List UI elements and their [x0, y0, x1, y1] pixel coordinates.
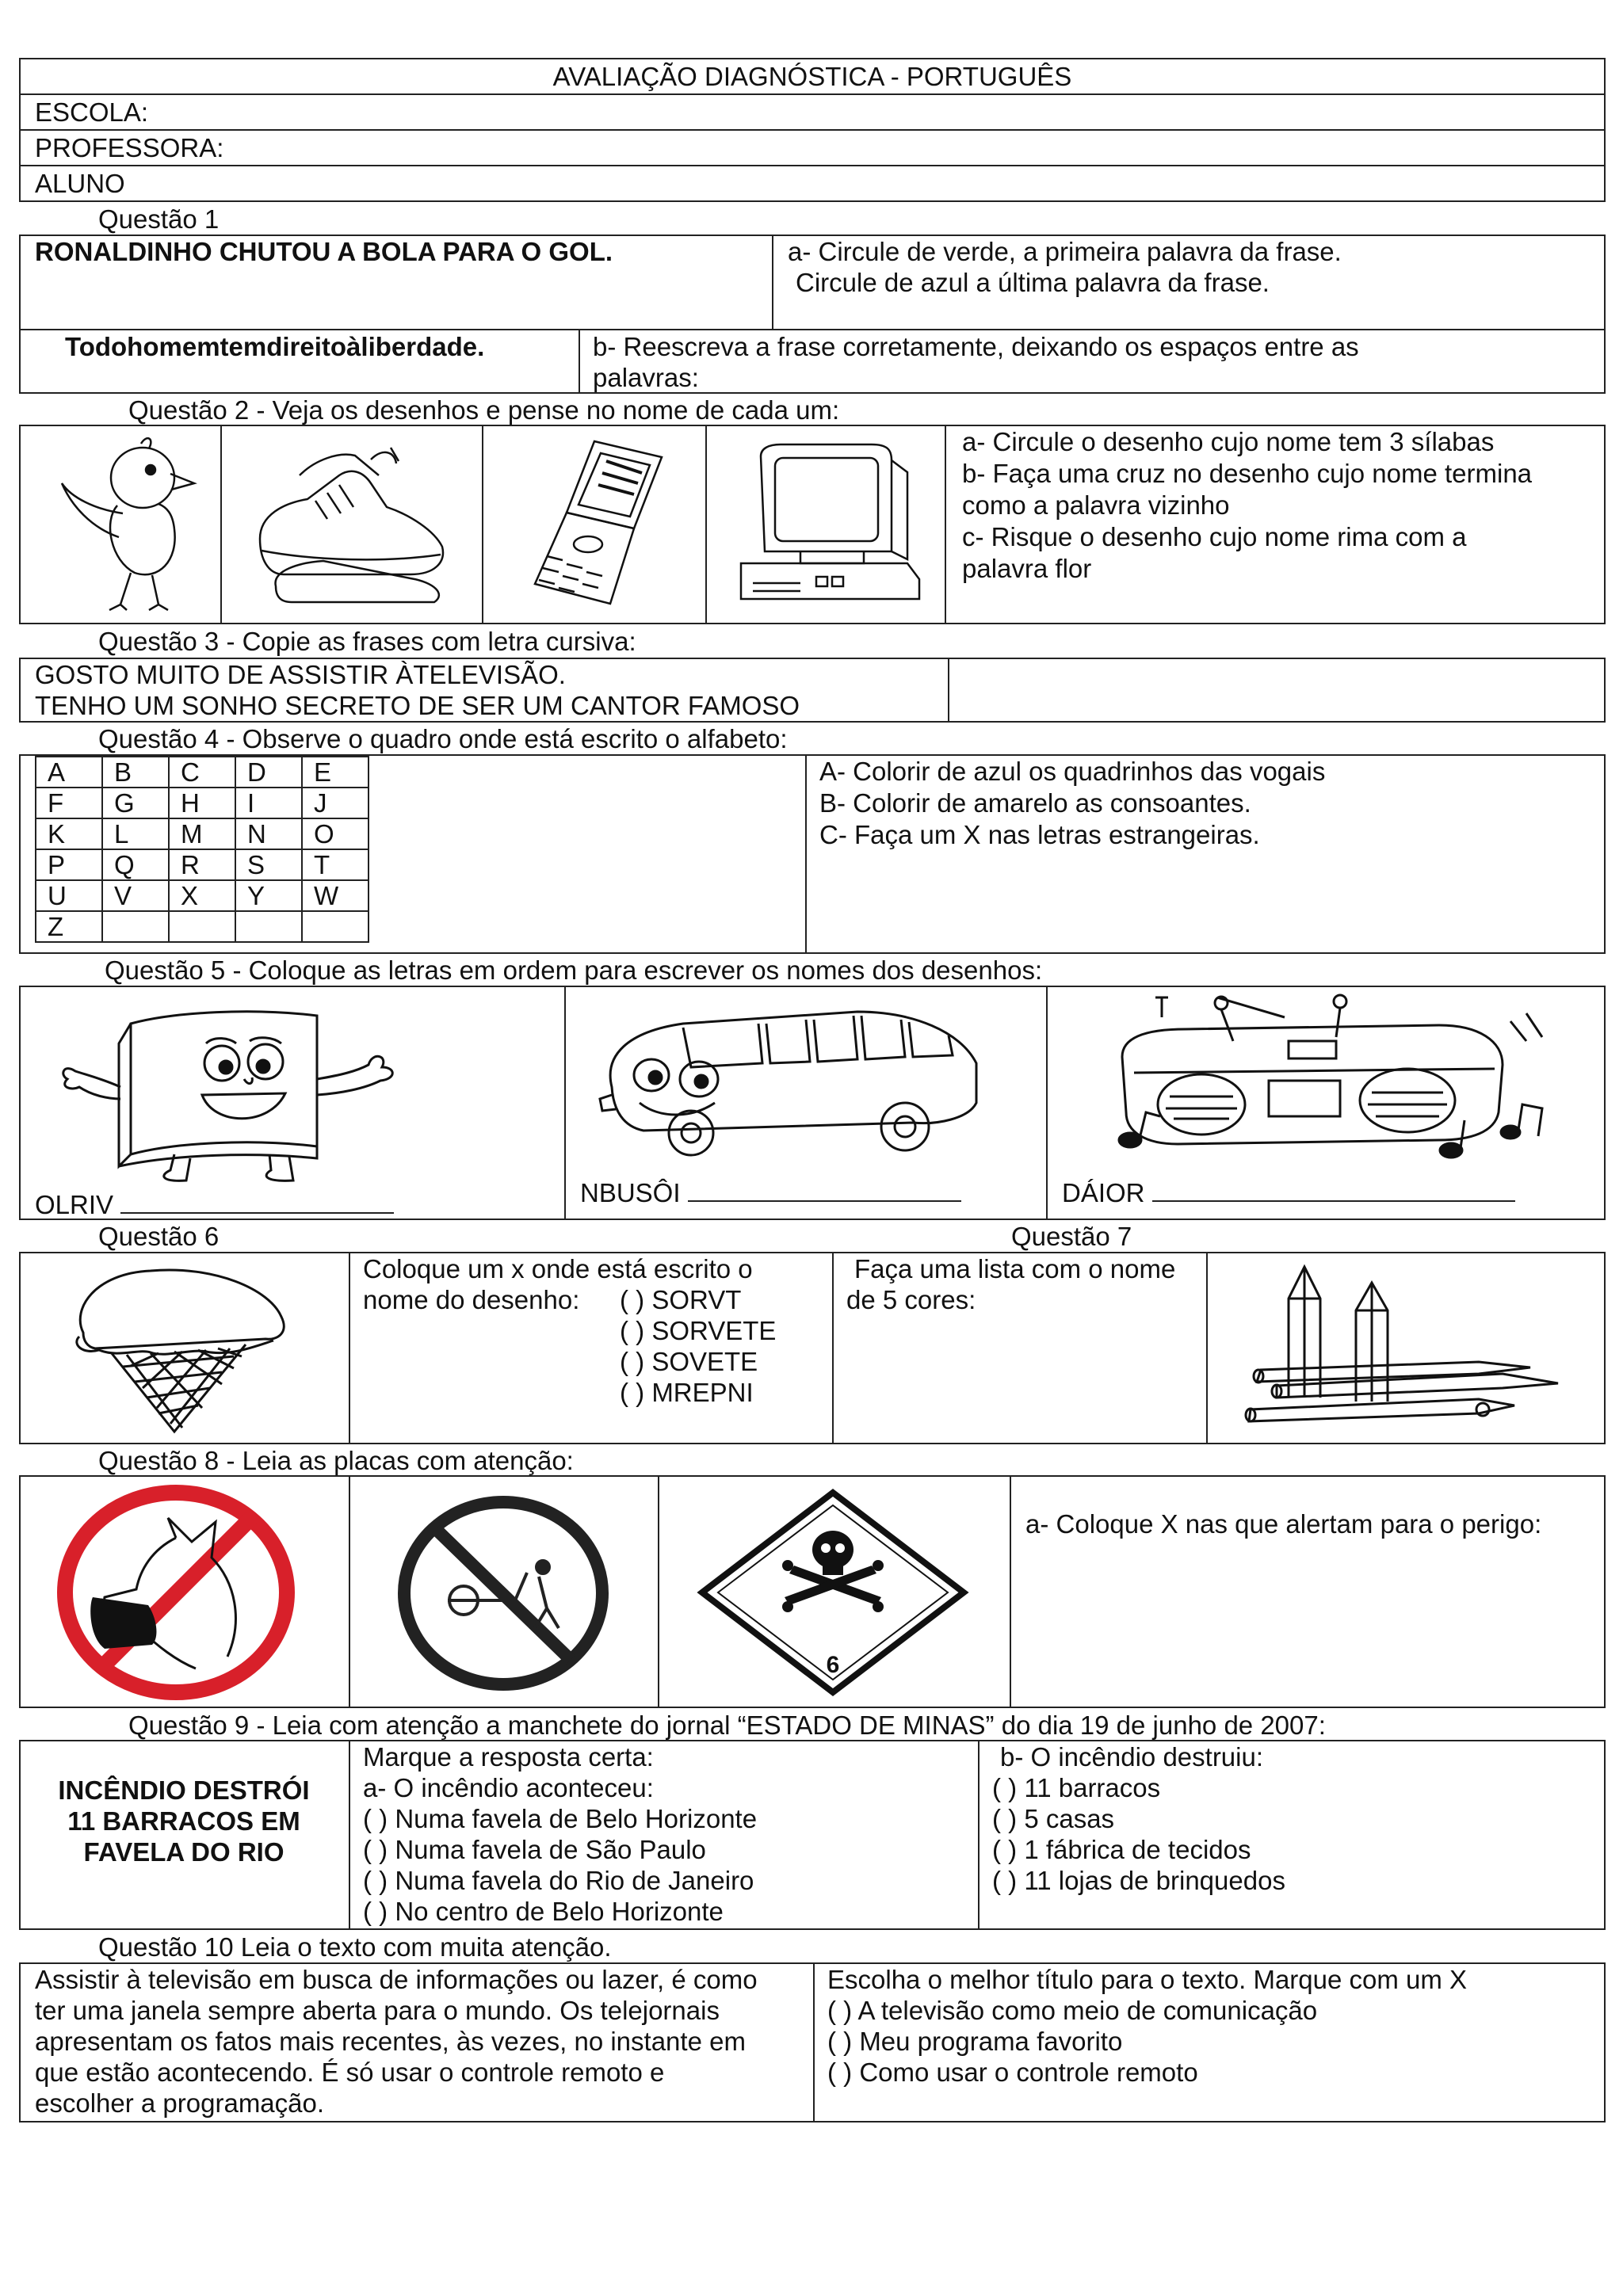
alphabet-row	[36, 911, 369, 942]
no-cart-sign	[388, 1489, 618, 1697]
q2-instr-3: como a palavra vizinho	[962, 490, 1230, 520]
alphabet-cell[interactable]: K	[36, 818, 102, 849]
q3-line1: GOSTO MUITO DE ASSISTIR ÀTELEVISÃO.	[35, 660, 566, 689]
alphabet-table	[35, 756, 369, 943]
q9-label: Questão 9 - Leia com atenção a manchete do jornal “ESTADO DE MINAS” do dia 19 de junho de 2007:	[128, 1711, 1326, 1740]
q5-word-2	[580, 1177, 961, 1209]
q3-label: Questão 3 - Copie as frases com letra cursiva:	[98, 627, 636, 656]
q6-option-1[interactable]: ( ) SORVT	[620, 1285, 742, 1314]
q6-instr-1: Coloque um x onde está escrito o	[363, 1254, 753, 1283]
q10-choose: Escolha o melhor título para o texto. Marque com um X	[827, 1965, 1468, 1994]
q5-word-2-text: NBUSÔI	[580, 1178, 681, 1207]
alphabet-cell[interactable]: B	[102, 757, 169, 788]
alphabet-cell[interactable]: J	[302, 788, 369, 818]
alphabet-cell[interactable]: I	[235, 788, 302, 818]
professora-label: PROFESSORA:	[35, 133, 224, 162]
alphabet-row	[36, 849, 369, 880]
q5-label: Questão 5 - Coloque as letras em ordem para escrever os nomes dos desenhos:	[105, 955, 1043, 985]
alphabet-cell[interactable]: V	[102, 880, 169, 911]
alphabet-cell[interactable]: O	[302, 818, 369, 849]
alphabet-cell[interactable]	[302, 911, 369, 942]
book-character-drawing	[55, 1000, 475, 1182]
alphabet-cell[interactable]: G	[102, 788, 169, 818]
alphabet-cell[interactable]: X	[169, 880, 235, 911]
pencils-drawing	[1241, 1263, 1574, 1433]
q8-label: Questão 8 - Leia as placas com atenção:	[98, 1446, 574, 1475]
radio-drawing	[1098, 994, 1558, 1164]
q10-text-1: Assistir à televisão em busca de informações ou lazer, é como	[35, 1965, 758, 1994]
q2-instr-5: palavra flor	[962, 554, 1092, 583]
alphabet-cell[interactable]: Z	[36, 911, 102, 942]
q5-answer-line-3[interactable]	[1152, 1200, 1515, 1202]
escola-label: ESCOLA:	[35, 97, 149, 127]
alphabet-row	[36, 818, 369, 849]
q9-a-option-2[interactable]: ( ) Numa favela de São Paulo	[363, 1835, 706, 1864]
q1-instr-b1: b- Reescreva a frase corretamente, deixando os espaços entre as	[593, 332, 1359, 361]
q5-word-3-text: DÁIOR	[1062, 1178, 1145, 1207]
shoes-drawing	[252, 444, 458, 606]
q10-text-5: escolher a programação.	[35, 2088, 325, 2118]
q1-joined-sentence: Todohomemtemdireitoàliberdade.	[65, 332, 485, 361]
q9-a-option-4[interactable]: ( ) No centro de Belo Horizonte	[363, 1897, 724, 1926]
q4-instr-a: A- Colorir de azul os quadrinhos das vogais	[819, 757, 1326, 786]
alphabet-cell[interactable]: C	[169, 757, 235, 788]
q9-b-option-2[interactable]: ( ) 5 casas	[992, 1804, 1115, 1833]
q6-instr-2: nome do desenho:	[363, 1285, 580, 1314]
q9-a-option-1[interactable]: ( ) Numa favela de Belo Horizonte	[363, 1804, 758, 1833]
hazard-class-number: 6	[826, 1652, 840, 1678]
q9-headline-3: FAVELA DO RIO	[83, 1837, 285, 1867]
alphabet-cell[interactable]: P	[36, 849, 102, 880]
q2-instr-4: c- Risque o desenho cujo nome rima com a	[962, 522, 1467, 551]
q9-b-option-1[interactable]: ( ) 11 barracos	[992, 1773, 1161, 1802]
q9-headline-1: INCÊNDIO DESTRÓI	[58, 1775, 310, 1805]
q7-instr-2: de 5 cores:	[846, 1285, 976, 1314]
q2-instr-1: a- Circule o desenho cujo nome tem 3 sílabas	[962, 427, 1495, 456]
alphabet-cell[interactable]	[235, 911, 302, 942]
alphabet-cell[interactable]: Q	[102, 849, 169, 880]
alphabet-cell[interactable]: L	[102, 818, 169, 849]
alphabet-cell[interactable]: E	[302, 757, 369, 788]
q3-line2: TENHO UM SONHO SECRETO DE SER UM CANTOR FAMOSO	[35, 691, 800, 720]
q9-question-b: b- O incêndio destruiu:	[1000, 1742, 1264, 1772]
q1-instr-a1: a- Circule de verde, a primeira palavra da frase.	[788, 237, 1342, 266]
q9-mark: Marque a resposta certa:	[363, 1742, 654, 1772]
alphabet-row	[36, 788, 369, 818]
q5-word-1	[35, 1189, 394, 1221]
q4-instr-c: C- Faça um X nas letras estrangeiras.	[819, 820, 1260, 849]
alphabet-row	[36, 880, 369, 911]
q10-label: Questão 10 Leia o texto com muita atenção.	[98, 1932, 612, 1962]
q8-instr: a- Coloque X nas que alertam para o perigo:	[1025, 1509, 1542, 1539]
aluno-label: ALUNO	[35, 169, 125, 198]
q6-option-2[interactable]: ( ) SORVETE	[620, 1316, 777, 1345]
q10-option-3[interactable]: ( ) Como usar o controle remoto	[827, 2058, 1198, 2087]
q4-instr-b: B- Colorir de amarelo as consoantes.	[819, 788, 1251, 818]
alphabet-cell[interactable]: T	[302, 849, 369, 880]
alphabet-cell[interactable]: Y	[235, 880, 302, 911]
q9-headline-2: 11 BARRACOS EM	[67, 1806, 300, 1836]
q1-sentence: RONALDINHO CHUTOU A BOLA PARA O GOL.	[35, 237, 613, 266]
alphabet-cell[interactable]: R	[169, 849, 235, 880]
alphabet-row	[36, 757, 369, 788]
alphabet-cell[interactable]: H	[169, 788, 235, 818]
q9-question-a: a- O incêndio aconteceu:	[363, 1773, 654, 1802]
alphabet-cell[interactable]: M	[169, 818, 235, 849]
q10-option-1[interactable]: ( ) A televisão como meio de comunicação	[827, 1996, 1318, 2025]
alphabet-cell[interactable]: W	[302, 880, 369, 911]
alphabet-cell[interactable]: U	[36, 880, 102, 911]
alphabet-cell[interactable]: F	[36, 788, 102, 818]
bus-character-drawing	[596, 1000, 992, 1162]
poison-hazard-sign	[694, 1486, 972, 1699]
q9-a-option-3[interactable]: ( ) Numa favela do Rio de Janeiro	[363, 1866, 754, 1895]
q6-option-4[interactable]: ( ) MREPNI	[620, 1378, 754, 1407]
q5-answer-line-1[interactable]	[120, 1212, 394, 1214]
cellphone-drawing	[523, 437, 674, 616]
q6-label: Questão 6	[98, 1222, 220, 1251]
q10-text-4: que estão acontecendo. É só usar o controle remoto e	[35, 2058, 665, 2087]
q9-b-option-4[interactable]: ( ) 11 lojas de brinquedos	[992, 1866, 1285, 1895]
q7-instr-1: Faça uma lista com o nome	[854, 1254, 1176, 1283]
q6-option-3[interactable]: ( ) SOVETE	[620, 1347, 758, 1376]
q10-text-3: apresentam os fatos mais recentes, às vezes, no instante em	[35, 2027, 746, 2056]
q1-instr-b2: palavras:	[593, 363, 699, 392]
q1-instr-a2: Circule de azul a última palavra da frase.	[796, 268, 1270, 297]
ice-cream-drawing	[63, 1261, 301, 1436]
q2-label: Questão 2 - Veja os desenhos e pense no nome de cada um:	[128, 395, 840, 425]
alphabet-cell[interactable]: S	[235, 849, 302, 880]
q1-label: Questão 1	[98, 204, 220, 234]
q9-b-option-3[interactable]: ( ) 1 fábrica de tecidos	[992, 1835, 1251, 1864]
q4-label: Questão 4 - Observe o quadro onde está escrito o alfabeto:	[98, 724, 788, 753]
exam-title: AVALIAÇÃO DIAGNÓSTICA - PORTUGUÊS	[552, 62, 1072, 91]
q5-word-1-text: OLRIV	[35, 1190, 114, 1219]
computer-drawing	[737, 441, 927, 611]
q10-text-2: ter uma janela sempre aberta para o mundo. Os telejornais	[35, 1996, 720, 2025]
alphabet-cell[interactable]: N	[235, 818, 302, 849]
alphabet-cell[interactable]: D	[235, 757, 302, 788]
no-dogs-sign	[57, 1486, 295, 1699]
q5-word-3	[1062, 1177, 1515, 1209]
q5-answer-line-2[interactable]	[688, 1200, 961, 1202]
q7-label: Questão 7	[1011, 1222, 1132, 1251]
alphabet-cell[interactable]	[102, 911, 169, 942]
q2-instr-2: b- Faça uma cruz no desenho cujo nome termina	[962, 459, 1533, 488]
alphabet-cell[interactable]: A	[36, 757, 102, 788]
q10-option-2[interactable]: ( ) Meu programa favorito	[827, 2027, 1123, 2056]
alphabet-cell[interactable]	[169, 911, 235, 942]
bird-drawing	[48, 434, 206, 612]
